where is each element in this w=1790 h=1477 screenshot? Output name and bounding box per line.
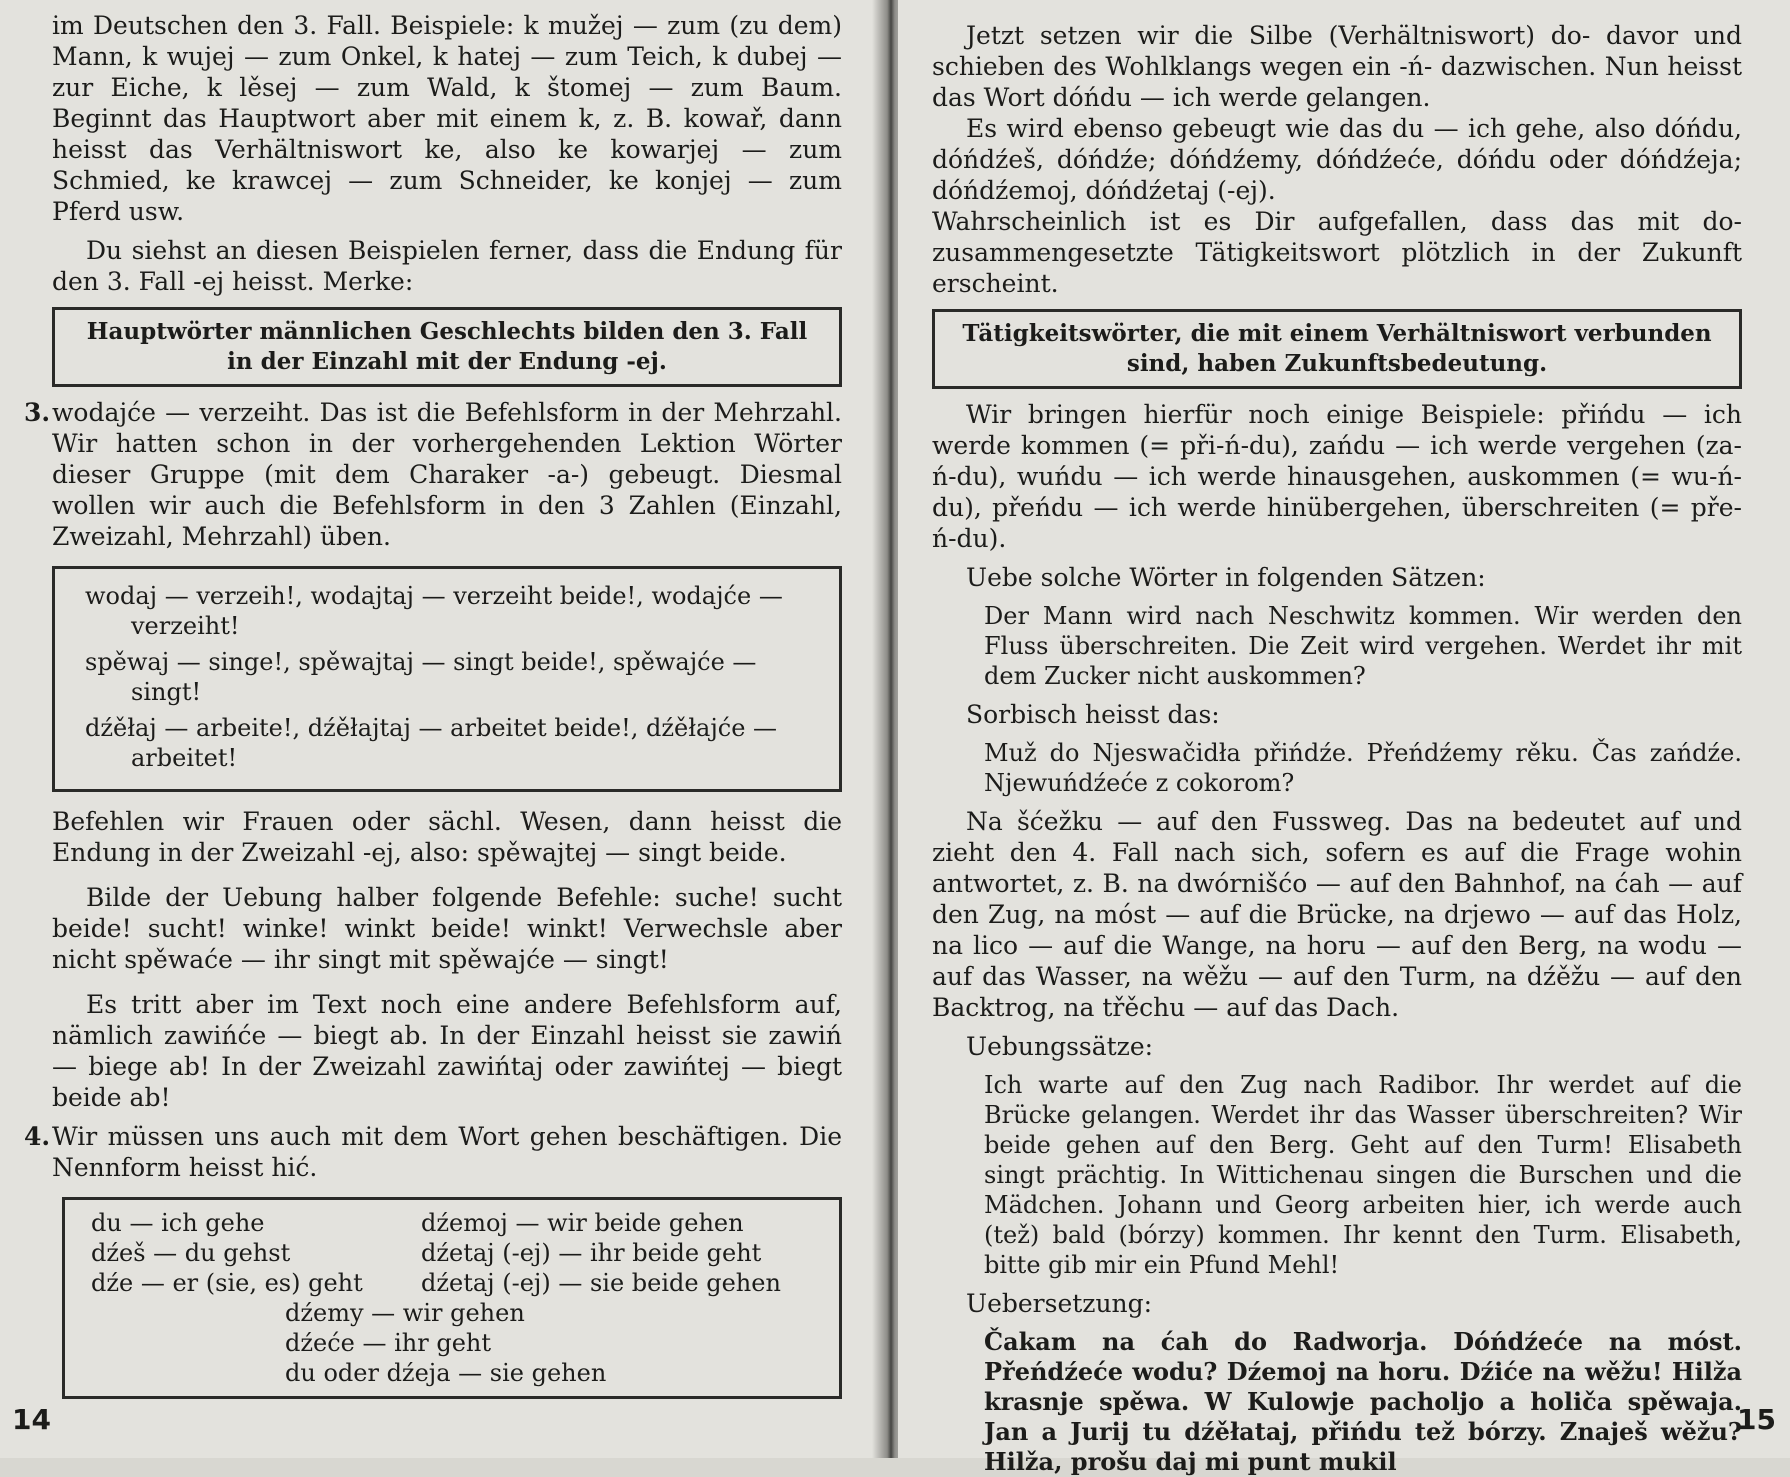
conjugation-cell: du oder dźeja — sie gehen	[285, 1359, 607, 1387]
left-page-text	[24, 10, 842, 1399]
paragraph: Bilde der Uebung halber folgende Befehle: suche! sucht beide! sucht! winke! winkt beide! winkt! Verwechsle aber nicht spěwaće — ihr singt mit spěwajće — singt!	[52, 883, 842, 974]
conjugation-cell: dźetaj (-ej) — ihr beide geht	[421, 1239, 762, 1267]
paragraph: Uebe solche Wörter in folgenden Sätzen:	[966, 563, 1486, 592]
section-number: 4.	[24, 1122, 51, 1151]
conjugation-cell: dźeće — ihr geht	[285, 1329, 492, 1357]
paragraph: wodajće — verzeiht. Das ist die Befehlsform in der Mehrzahl. Wir hatten schon in der vorhergehenden Lektion Wörter dieser Gruppe (mit dem Charaker -a-) gebeugt. Diesmal wollen wir auch die Befehlsform in den 3 Zahlen (Einzahl, Zweizahl, Mehrzahl) üben.	[52, 398, 842, 551]
conjugation-cell: dźemoj — wir beide gehen	[421, 1209, 744, 1237]
paragraph: im Deutschen den 3. Fall. Beispiele: k mužej — zum (zu dem) Mann, k wujej — zum Onkel, k hatej — zum Teich, k dubej — zur Eiche, k lěsej — zum Wald, k štomej — zum Baum. Beginnt das Hauptwort aber mit einem k, z. B. kowař, dann heisst das Verhältniswort ke, also ke kowarjej — zum Schmied, ke krawcej — zum Schneider, ke konjej — zum Pferd usw.	[52, 11, 842, 226]
paragraph: Es tritt aber im Text noch eine andere Befehlsform auf, nämlich zawińće — biegt ab. In der Einzahl heisst sie zawiń — biege ab! In der Zweizahl zawińtaj oder zawińtej — biegt beide ab!	[52, 990, 842, 1112]
left-page	[0, 0, 884, 1458]
page-number: 15	[1737, 1403, 1776, 1436]
paragraph: Wir bringen hierfür noch einige Beispiele: přińdu — ich werde kommen (= při-ń-du), zańdu — ich werde vergehen (za-ń-du), wuńdu — ich werde hinausgehen, auskommen (= wu-ń-du), přeńdu — ich werde hinübergehen, überschreiten (= pře-ń-du).	[932, 400, 1742, 553]
numbered-section	[24, 397, 842, 552]
paragraph: Uebungssätze:	[966, 1032, 1154, 1061]
example-text: Muž do Njeswačidła přińdźe. Přeńdźemy rěku. Čas zańdźe. Njewuńdźeće z cokorom?	[984, 739, 1742, 797]
conjugation-cell: du — ich gehe	[91, 1209, 265, 1237]
rule-line: in der Einzahl mit der Endung -ej.	[227, 348, 667, 375]
example-block	[932, 601, 1742, 691]
paragraph: Du siehst an diesen Beispielen ferner, dass die Endung für den 3. Fall -ej heisst. Merke:	[52, 236, 842, 296]
rule-box	[932, 309, 1742, 389]
section-number: 3.	[24, 398, 51, 427]
example-block	[932, 1070, 1742, 1280]
imperative-line: spěwaj — singe!, spěwajtaj — singt beide!, spěwajće — singt!	[85, 648, 757, 706]
conjugation-cell: dźemy — wir gehen	[285, 1299, 525, 1327]
rule-line: Tätigkeitswörter, die mit einem Verhältniswort verbunden	[962, 320, 1712, 347]
paragraph: Sorbisch heisst das:	[966, 700, 1220, 729]
example-text: Der Mann wird nach Neschwitz kommen. Wir werden den Fluss überschreiten. Die Zeit wird vergehen. Werdet ihr mit dem Zucker nicht auskommen?	[984, 602, 1742, 690]
example-text: Ich warte auf den Zug nach Radibor. Ihr werdet auf die Brücke gelangen. Werdet ihr das Wasser überschreiten? Wir beide gehen auf den Berg. Geht auf den Turm! Elisabeth singt prächtig. In Wittichenau singen die Burschen und die Mädchen. Johann und Georg arbeiten hier, ich werde auch (tež) bald (bórzy) kommen. Ihr kennt den Turm. Elisabeth, bitte gib mir ein Pfund Mehl!	[984, 1071, 1742, 1279]
example-text: Čakam na ćah do Radworja. Dóńdźeće na móst. Přeńdźeće wodu? Dźemoj na horu. Dźiće na wěžu! Hilža krasnje spěwa. W Kulowje pacholjo a holiča spěwaja. Jan a Jurij tu dźěłataj, přińdu tež bórzy. Znaješ wěžu? Hilža, prošu daj mi punt mukil	[984, 1327, 1742, 1476]
conjugation-cell: dźetaj (-ej) — sie beide gehen	[421, 1269, 781, 1297]
example-block	[932, 738, 1742, 798]
paragraph: Wahrscheinlich ist es Dir aufgefallen, dass das mit do- zusammengesetzte Tätigkeitswort plötzlich in der Zukunft erscheint.	[932, 207, 1742, 298]
rule-line: sind, haben Zukunftsbedeutung.	[1126, 350, 1548, 377]
paragraph: Na šćežku — auf den Fussweg. Das na bedeutet auf und zieht den 4. Fall nach sich, sofern es auf die Frage wohin antwortet, z. B. na dwórnišćo — auf den Bahnhof, na ćah — auf den Zug, na móst — auf die Brücke, na drjewo — auf das Holz, na lico — auf die Wange, na horu — auf den Berg, na wodu — auf das Wasser, na wěžu — auf den Turm, na dźěžu — auf den Backtrog, na třěchu — auf das Dach.	[932, 807, 1742, 1022]
imperative-box	[52, 566, 842, 792]
paragraph: Wir müssen uns auch mit dem Wort gehen beschäftigen. Die Nennform heisst hić.	[52, 1122, 842, 1182]
example-block	[932, 1327, 1742, 1477]
paragraph: Jetzt setzen wir die Silbe (Verhältniswort) do- davor und schieben des Wohlklangs wegen ein -ń- dazwischen. Nun heisst das Wort dóńdu — ich werde gelangen.	[932, 21, 1742, 112]
paragraph: Es wird ebenso gebeugt wie das du — ich gehe, also dóńdu, dóńdźeš, dóńdźe; dóńdźemy, dóńdźeće, dóńdu oder dóńdźeja; dóńdźemoj, dóńdźetaj (-ej).	[932, 114, 1742, 205]
numbered-section	[24, 1121, 842, 1183]
right-page-text	[932, 20, 1742, 1477]
page-number: 14	[12, 1403, 51, 1436]
imperative-line: dźěłaj — arbeite!, dźěłajtaj — arbeitet beide!, dźěłajće — arbeitet!	[85, 714, 778, 772]
rule-box	[52, 307, 842, 387]
paragraph: Befehlen wir Frauen oder sächl. Wesen, dann heisst die Endung in der Zweizahl -ej, also: spěwajtej — singt beide.	[52, 807, 842, 867]
conjugation-cell: dźe — er (sie, es) geht	[91, 1269, 363, 1297]
rule-line: Hauptwörter männlichen Geschlechts bilden den 3. Fall	[86, 318, 808, 345]
paragraph: Uebersetzung:	[966, 1289, 1153, 1318]
imperative-line: wodaj — verzeih!, wodajtaj — verzeiht beide!, wodajće — verzeiht!	[85, 582, 783, 640]
conjugation-table	[62, 1197, 842, 1399]
right-page	[898, 0, 1790, 1476]
conjugation-cell: dźeš — du gehst	[91, 1239, 291, 1267]
